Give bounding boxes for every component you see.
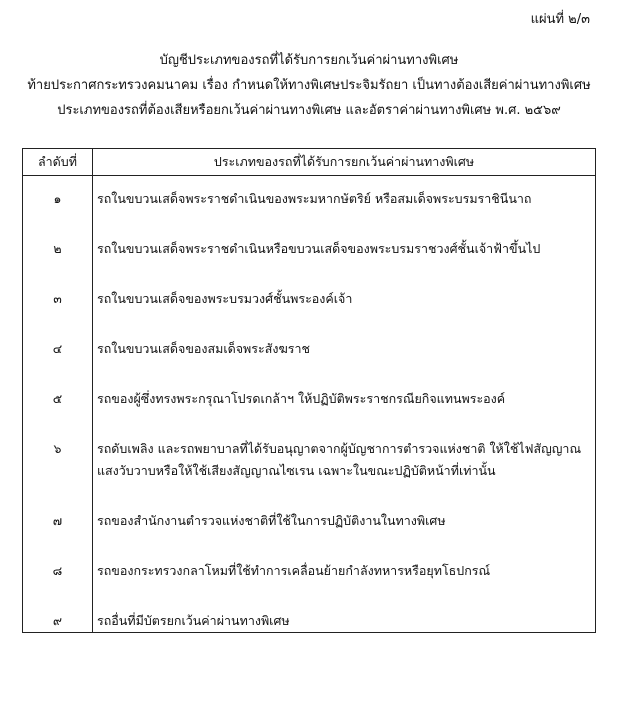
table-row bbox=[23, 498, 596, 548]
row-description: รถในขบวนเสด็จพระราชดำเนินหรือขบวนเสด็จของพระบรมราชวงศ์ชั้นเจ้าฟ้าขึ้นไป bbox=[93, 226, 596, 276]
header-order: ลำดับที่ bbox=[23, 149, 93, 176]
table-row bbox=[23, 598, 596, 633]
row-number: ๔ bbox=[23, 326, 93, 376]
table-row bbox=[23, 376, 596, 426]
table-row bbox=[23, 176, 596, 226]
table-row bbox=[23, 226, 596, 276]
row-description: รถของผู้ซึ่งทรงพระกรุณาโปรดเกล้าฯ ให้ปฏิบัติพระราชกรณียกิจแทนพระองค์ bbox=[93, 376, 596, 426]
row-number: ๓ bbox=[23, 276, 93, 326]
table-row bbox=[23, 276, 596, 326]
row-number: ๖ bbox=[23, 426, 93, 498]
row-number: ๘ bbox=[23, 548, 93, 598]
row-description: รถในขบวนเสด็จของสมเด็จพระสังฆราช bbox=[93, 326, 596, 376]
row-number: ๙ bbox=[23, 598, 93, 633]
table-row bbox=[23, 426, 596, 498]
row-number: ๑ bbox=[23, 176, 93, 226]
table-header-row bbox=[23, 149, 596, 176]
exemption-table bbox=[22, 148, 596, 633]
document-heading bbox=[8, 48, 610, 123]
header-vehicle-type: ประเภทของรถที่ได้รับการยกเว้นค่าผ่านทางพิเศษ bbox=[93, 149, 596, 176]
heading-line-2: ท้ายประกาศกระทรวงคมนาคม เรื่อง กำหนดให้ทางพิเศษประจิมรัถยา เป็นทางต้องเสียค่าผ่านทางพิเศษ bbox=[27, 78, 591, 93]
row-description: รถของสำนักงานตำรวจแห่งชาติที่ใช้ในการปฏิบัติงานในทางพิเศษ bbox=[93, 498, 596, 548]
row-description: รถในขบวนเสด็จของพระบรมวงศ์ชั้นพระองค์เจ้า bbox=[93, 276, 596, 326]
row-number: ๒ bbox=[23, 226, 93, 276]
table-row bbox=[23, 548, 596, 598]
row-number: ๗ bbox=[23, 498, 93, 548]
heading-line-3: ประเภทของรถที่ต้องเสียหรือยกเว้นค่าผ่านทางพิเศษ และอัตราค่าผ่านทางพิเศษ พ.ศ. ๒๕๖๙ bbox=[57, 103, 561, 118]
row-description: รถดับเพลิง และรถพยาบาลที่ได้รับอนุญาตจากผู้บัญชาการตำรวจแห่งชาติ ให้ใช้ไฟสัญญาณแสงวับวาบหรือให้ใช้เสียงสัญญาณไซเรน เฉพาะในขณะปฏิบัติหน้าที่เท่านั้น bbox=[93, 426, 596, 498]
row-description: รถอื่นที่มีบัตรยกเว้นค่าผ่านทางพิเศษ bbox=[93, 598, 596, 633]
page-number: แผ่นที่ ๒/๓ bbox=[530, 12, 590, 27]
row-description: รถของกระทรวงกลาโหมที่ใช้ทำการเคลื่อนย้ายกำลังทหารหรือยุทโธปกรณ์ bbox=[93, 548, 596, 598]
row-description: รถในขบวนเสด็จพระราชดำเนินของพระมหากษัตริย์ หรือสมเด็จพระบรมราชินีนาถ bbox=[93, 176, 596, 226]
table-row bbox=[23, 326, 596, 376]
row-number: ๕ bbox=[23, 376, 93, 426]
heading-line-1: บัญชีประเภทของรถที่ได้รับการยกเว้นค่าผ่านทางพิเศษ bbox=[159, 53, 459, 68]
